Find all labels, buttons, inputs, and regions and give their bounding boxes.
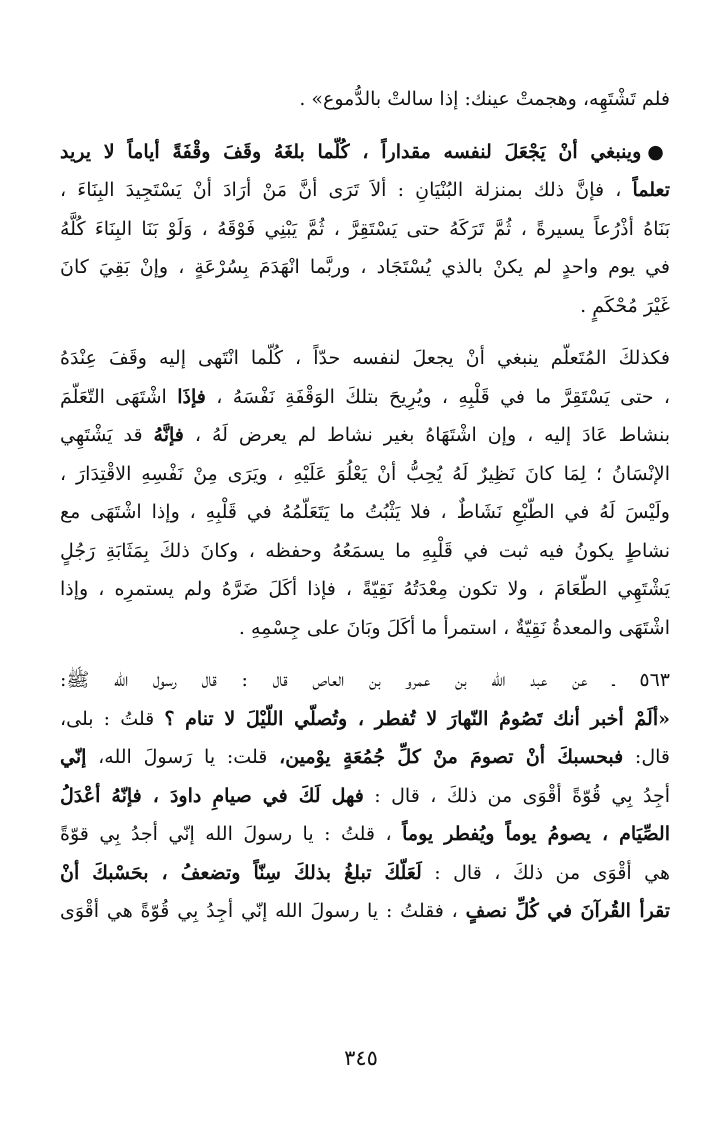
text-line-11: ولَيْسَ لَهُ في الطّبْعِ نَشَاطٌ ، فلا يَثْبُتُ ما يَتَعَلّمُهُ في قَلْبِهِ ، وإذا اشْتَهَى مع	[60, 501, 670, 523]
text-line-17: قال: فبحسبكَ أنْ تصومَ منْ كلِّ جُمُعَةٍ يوْمين، قلت: يا رَسولَ الله، إنّي	[60, 746, 670, 768]
text-line-10: الإنْسَانُ ؛ لِمَا كانَ نَظِيرٌ لَهُ يُحِبُّ أنْ يَعْلُوَ عَلَيْهِ ، ويَرَى مِنْ نَفْسِهِ الاقْتِدَارَ ،	[60, 462, 670, 485]
document-page	[60, 80, 670, 931]
text-line-7: فكذلكَ المُتَعلّم ينبغي أنْ يجعلَ لنفسه حدّاً ، كُلّما انْتَهى إليه وقَفَ عِنْدَهُ	[60, 347, 670, 369]
text-line-20: هي أقْوَى من ذلكَ ، قال : لَعَلّكَ تبلغُ بذلكَ سِنّاً وتضعفُ ، بحَسْبكَ أنْ	[60, 861, 670, 884]
text-line-12: نشاطٍ يكونُ فيه ثبت في قَلْبِهِ ما يسمَعُهُ وحفظه ، وكانَ ذلكَ بِمَثَابَةِ رَجُلٍ	[60, 539, 670, 562]
text-line-4: بَنَاهُ أذْرُعاً يسيرةً ، ثُمَّ تَرَكَهُ حتى يَسْتَقِرَّ ، ثُمَّ يَبْنِي فَوْقَهُ ، وَلَوْ بَنَا البِنَاءَ كُلَّهُ	[60, 217, 670, 240]
text-line-8: ، حتى يَسْتَقِرَّ ما في قَلْبِهِ ، ويُرِيحَ بتلكَ الوَقْفَةِ نَفْسَهُ ، فإذَا اشْتَهَى التّعَلّمَ	[60, 385, 670, 408]
text-line-15: ٥٦٣ ـ عن عبد الله بن عمرو بن العاص قال : قال رسول الله ﷺ:	[60, 669, 670, 691]
text-line-18: أجِدُ بِي قُوّةً أقْوَى من ذلكَ ، قال : فهل لَكَ في صيامِ داودَ ، فإنّهُ أعْدَلُ	[60, 784, 670, 807]
text-line-21: تقرأ القُرآنَ في كُلِّ نصفٍ ، فقلتُ : يا رسولَ الله إنّي أجِدُ بِي قُوّةً هي أقْوَى	[60, 900, 670, 922]
text-line-13: يَشْتَهِي الطّعَامَ ، ولا تكون مِعْدَتُهُ نَقِيّةً ، فإذا أكَلَ ضَرَّهُ ولم يستمرِه ، وإذا	[60, 578, 670, 600]
text-line-14: اشْتَهَى والمعدةُ نَقِيّةٌ ، استمرأ ما أكَلَ وبَانَ على جِسْمِهِ .	[238, 616, 670, 639]
text-line-1: فلم تَشْتَهِه، وهجمتْ عينك: إذا سالتْ بالدُّموع» .	[299, 88, 670, 110]
text-line-3: تعلماً ، فإنَّ ذلك بمنزلة البُنْيَانِ : ألاَ تَرَى أنَّ مَنْ أرَادَ أنْ يَسْتَجِيدَ البِنَاءَ ،	[60, 179, 670, 201]
text-line-16: «ألَمْ أخبر أنك تَصُومُ النّهارَ لا تُفطر ، وتُصلّي اللّيْلَ لا تنام ؟ قلتُ : بلى،	[60, 707, 670, 730]
text-line-9: بنشاط عَادَ إليه ، وإن اشْتَهَاهُ بغير نشاط لم يعرض لَهُ ، فإنَّهُ قد يَشْتَهِي	[60, 424, 670, 446]
bullet-icon: ●	[647, 140, 670, 163]
page-number: ٣٤٥	[344, 1046, 378, 1070]
text-line-5: في يوم واحدٍ لم يكنْ بالذي يُسْتَجَاد ، وربَّما انْهَدَمَ بِسُرْعَةٍ ، وإنْ بَقِيَ كانَ	[60, 256, 670, 278]
text-line-19: الصِّيَام ، يصومُ يوماً ويُفطر يوماً ، قلتُ : يا رسولَ الله إنّي أجدُ بِي قوّةً	[60, 823, 670, 845]
text-line-6: غَيْرَ مُحْكَمٍ .	[580, 294, 670, 317]
text-line-2: ●وينبغي أنْ يَجْعَلَ لنفسه مقداراً ، كُلّما بلغَهُ وقَفَ وقْفَةً أياماً لا يريد	[60, 140, 670, 163]
